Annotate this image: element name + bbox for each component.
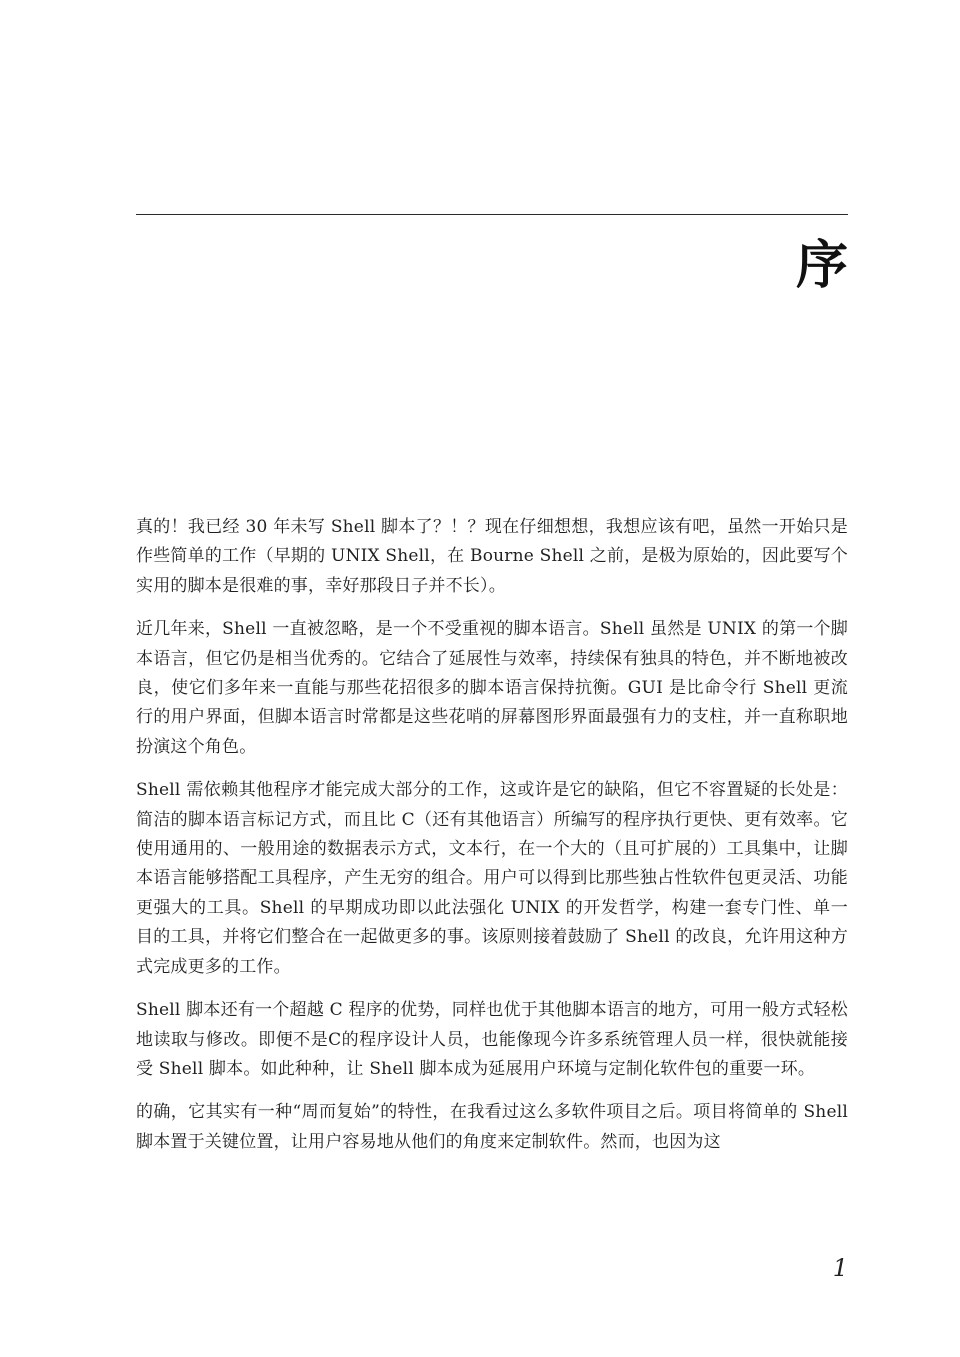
chapter-title: 序 (795, 236, 848, 296)
paragraph-5: 的确，它其实有一种“周而复始”的特性，在我看过这么多软件项目之后。项目将简单的 Shell 脚本置于关键位置，让用户容易地从他们的角度来定制软件。然而，也因为这 (136, 1102, 848, 1152)
page-number: 1 (832, 1254, 848, 1282)
paragraph-1: 真的！我已经 30 年未写 Shell 脚本了？！？现在仔细想想，我想应该有吧，虽然一开始只是作些简单的工作（早期的 UNIX Shell，在 Bourne Shell 之前，是极为原始的，因此要写个实用的脚本是很难的事，幸好那段日子并不长）。 (136, 517, 848, 596)
chapter-divider (136, 214, 848, 215)
watermark (0, 0, 960, 30)
body-text (136, 513, 848, 1171)
paragraph-2: 近几年来，Shell 一直被忽略，是一个不受重视的脚本语言。Shell 虽然是 UNIX 的第一个脚本语言，但它仍是相当优秀的。它结合了延展性与效率，持续保有独具的特色，并不断地被改良，使它们多年来一直能与那些花招很多的脚本语言保持抗衡。GUI 是比命令行 Shell 更流行的用户界面，但脚本语言时常都是这些花哨的屏幕图形界面最强有力的支柱，并一直称职地扮演这个角色。 (136, 619, 848, 757)
paragraph-3: Shell 需依赖其他程序才能完成大部分的工作，这或许是它的缺陷，但它不容置疑的长处是：简洁的脚本语言标记方式，而且比 C（还有其他语言）所编写的程序执行更快、更有效率。它使用通用的、一般用途的数据表示方式，文本行，在一个大的（且可扩展的）工具集中，让脚本语言能够搭配工具程序，产生无穷的组合。用户可以得到比那些独占性软件包更灵活、功能更强大的工具。Shell 的早期成功即以此法强化 UNIX 的开发哲学，构建一套专门性、单一目的工具，并将它们整合在一起做更多的事。该原则接着鼓励了 Shell 的改良，允许用这种方式完成更多的工作。 (136, 780, 848, 977)
paragraph-4: Shell 脚本还有一个超越 C 程序的优势，同样也优于其他脚本语言的地方，可用一般方式轻松地读取与修改。即便不是C的程序设计人员，也能像现今许多系统管理人员一样，很快就能接受 Shell 脚本。如此种种，让 Shell 脚本成为延展用户环境与定制化软件包的重要一环。 (136, 1000, 848, 1079)
